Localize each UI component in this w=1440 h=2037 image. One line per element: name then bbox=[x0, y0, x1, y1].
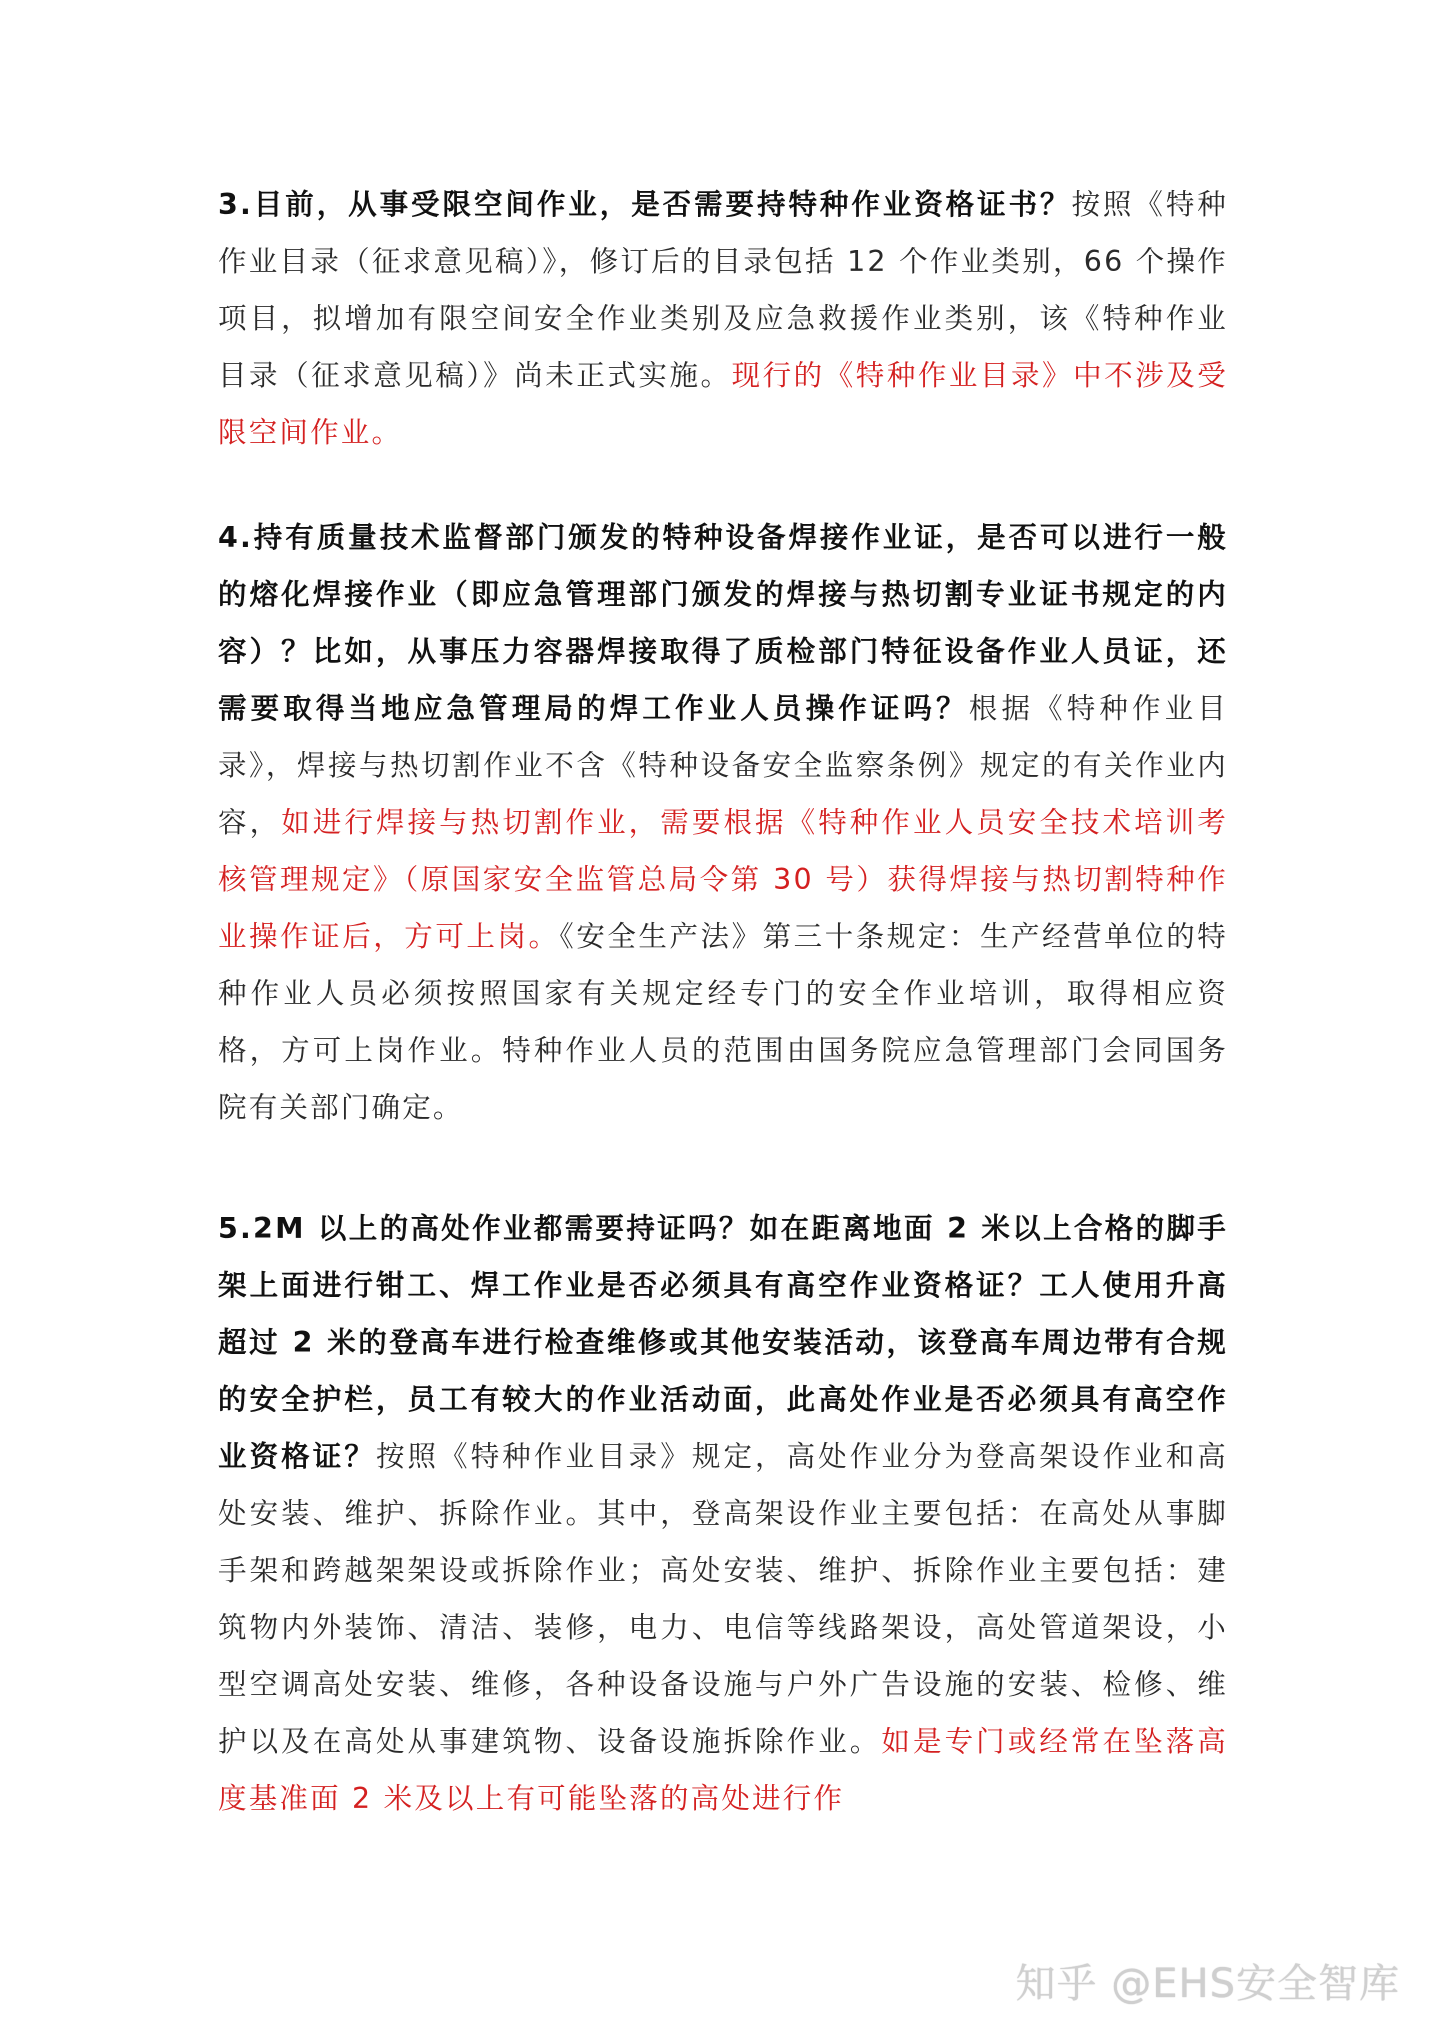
watermark: 知乎 @EHS安全智库 bbox=[1015, 1961, 1400, 2007]
qa-item-4 bbox=[218, 509, 1228, 1136]
question-text: 3.目前，从事受限空间作业，是否需要持特种作业资格证书？ bbox=[218, 188, 1072, 221]
answer-highlight: 如是专门或经常在坠落高度基准面 2 米及以上有可能坠落的高处进行作 bbox=[218, 1725, 1229, 1815]
answer-text: 按照《特种作业目录（征求意见稿）》，修订后的目录包括 12 个作业类别，66 个操作项目，拟增加有限空间安全作业类别及应急救援作业类别，该《特种作业目录（征求意见稿）》尚未正式实施。 bbox=[218, 188, 1228, 392]
qa-item-5 bbox=[218, 1200, 1228, 1827]
question-text: 5.2M 以上的高处作业都需要持证吗？如在距离地面 2 米以上合格的脚手架上面进行钳工、焊工作业是否必须具有高空作业资格证？工人使用升高超过 2 米的登高车进行检查维修或其他安装活动，该登高车周边带有合规的安全护栏，员工有较大的作业活动面，此高处作业是否必须具有高空作业资格证？ bbox=[218, 1212, 1228, 1473]
answer-text: 按照《特种作业目录》规定，高处作业分为登高架设作业和高处安装、维护、拆除作业。其中，登高架设作业主要包括：在高处从事脚手架和跨越架架设或拆除作业；高处安装、维护、拆除作业主要包括：建筑物内外装饰、清洁、装修，电力、电信等线路架设，高处管道架设，小型空调高处安装、维修，各种设备设施与户外广告设施的安装、检修、维护以及在高处从事建筑物、设备设施拆除作业。 bbox=[218, 1440, 1228, 1758]
answer-highlight: 如进行焊接与热切割作业，需要根据《特种作业人员安全技术培训考核管理规定》（原国家安全监管总局令第 30 号）获得焊接与热切割特种作业操作证后，方可上岗。 bbox=[218, 806, 1228, 953]
answer-continuation: 《安全生产法》第三十条规定：生产经营单位的特种作业人员必须按照国家有关规定经专门的安全作业培训，取得相应资格，方可上岗作业。特种作业人员的范围由国务院应急管理部门会同国务院有关部门确定。 bbox=[218, 920, 1228, 1124]
answer-text: 根据《特种作业目录》，焊接与热切割作业不含《特种设备安全监察条例》规定的有关作业内容， bbox=[218, 692, 1228, 839]
question-text: 4.持有质量技术监督部门颁发的特种设备焊接作业证，是否可以进行一般的熔化焊接作业（即应急管理部门颁发的焊接与热切割专业证书规定的内容）？比如，从事压力容器焊接取得了质检部门特征设备作业人员证，还需要取得当地应急管理局的焊工作业人员操作证吗？ bbox=[218, 521, 1228, 725]
answer-highlight: 现行的《特种作业目录》中不涉及受限空间作业。 bbox=[218, 359, 1229, 449]
qa-item-3 bbox=[218, 176, 1228, 461]
